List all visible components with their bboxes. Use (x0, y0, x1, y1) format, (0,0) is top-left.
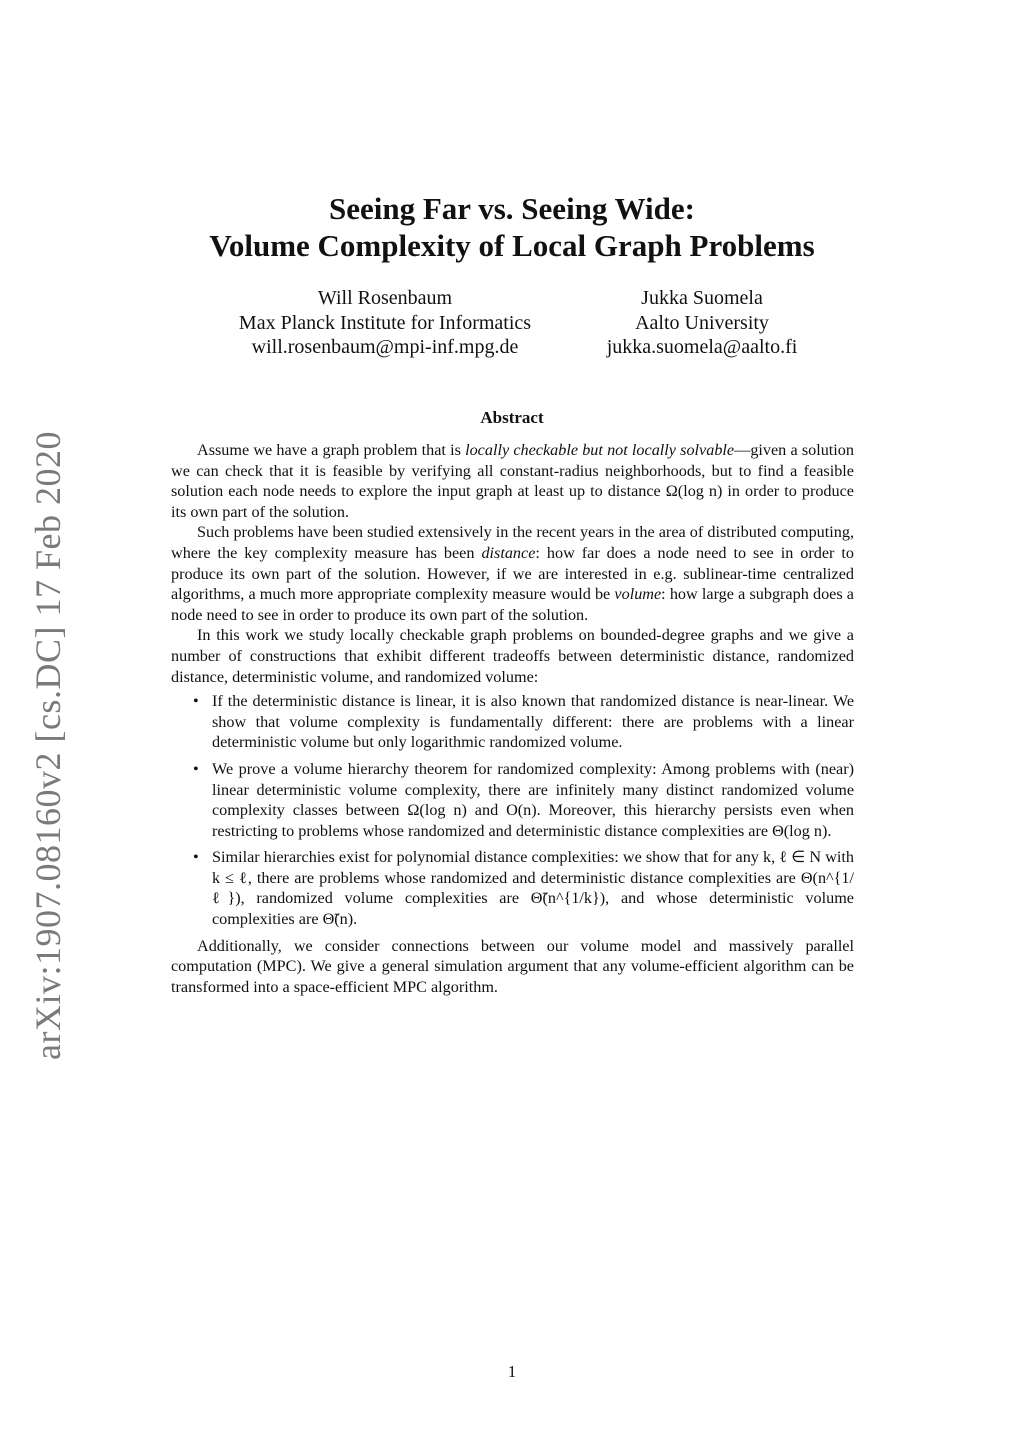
author-affiliation: Max Planck Institute for Informatics (238, 311, 532, 334)
author-email: will.rosenbaum@mpi-inf.mpg.de (251, 336, 519, 358)
author-name: Jukka Suomela (641, 287, 763, 309)
arxiv-identifier-stamp: arXiv:1907.08160v2 [cs.DC] 17 Feb 2020 (28, 431, 68, 1060)
bullet-icon: • (193, 848, 199, 867)
bullet-item: • Similar hierarchies exist for polynomial distance complexities: we show that for any k, ℓ ∈ N with k ≤ ℓ, there are problems whose randomized and deterministic distance complexities are Θ(n^{1/ℓ}), randomized volume complexities are Θ̃(n^{1/k}), and whose deterministic volume complexities are Θ̃(n). (193, 848, 854, 929)
bullet-icon: • (193, 692, 199, 711)
abstract-paragraph-4: Additionally, we consider connections between our volume model and massively parallel computation (MPC). We give a general simulation argument that any volume-efficient algorithm can be transformed into a space-efficient MPC algorithm. (171, 936, 854, 996)
results-bullet-list (171, 691, 854, 930)
emphasis-text: volume (614, 585, 662, 604)
author-2 (582, 286, 822, 360)
author-name: Will Rosenbaum (317, 287, 453, 309)
abstract-paragraph-2: Such problems have been studied extensively in the recent years in the area of distributed computing, where the key complexity measure has been distance: how far does a node need to see in order to produce its own part of the solution. However, if we are interested in e.g. sublinear-time centralized algorithms, a much more appropriate complexity measure would be volume: how large a subgraph does a node need to see in order to produce its own part of the solution. (171, 523, 854, 624)
author-email: jukka.suomela@aalto.fi (606, 336, 798, 358)
abstract-paragraph-1: Assume we have a graph problem that is locally checkable but not locally solvable—given a solution we can check that it is feasible by verifying all constant-radius neighborhoods, but to find a feasible solution each node needs to explore the input graph at least up to distance Ω(log n) in order to produce its own part of the solution. (171, 441, 854, 521)
author-1 (190, 286, 580, 360)
page-number: 1 (507, 1362, 517, 1381)
bullet-item: • We prove a volume hierarchy theorem for randomized complexity: Among problems with (near) linear deterministic volume complexity, there are infinitely many distinct randomized volume complexity classes between Ω(log n) and O(n). Moreover, this hierarchy persists even when restricting to problems whose randomized and deterministic distance complexities are Θ(log n). (193, 759, 854, 840)
paper-title (0, 190, 1024, 264)
emphasis-text: locally checkable but not locally solvable (465, 441, 735, 459)
abstract-paragraph-3: In this work we study locally checkable graph problems on bounded-degree graphs and we give a number of constructions that exhibit different tradeoffs between deterministic distance, randomized distance, deterministic volume, and randomized volume: (171, 626, 854, 686)
title-line-2: Volume Complexity of Local Graph Problems (209, 228, 815, 263)
abstract-heading: Abstract (480, 408, 544, 427)
bullet-icon: • (193, 759, 199, 778)
author-affiliation: Aalto University (635, 311, 769, 334)
emphasis-text: distance (481, 543, 536, 562)
title-line-1: Seeing Far vs. Seeing Wide: (329, 191, 695, 226)
bullet-item: • If the deterministic distance is linear, it is also known that randomized distance is near-linear. We show that volume complexity is fundamentally different: there are problems with a linear deterministic volume but only logarithmic randomized volume. (193, 692, 854, 752)
abstract-body (171, 440, 854, 997)
